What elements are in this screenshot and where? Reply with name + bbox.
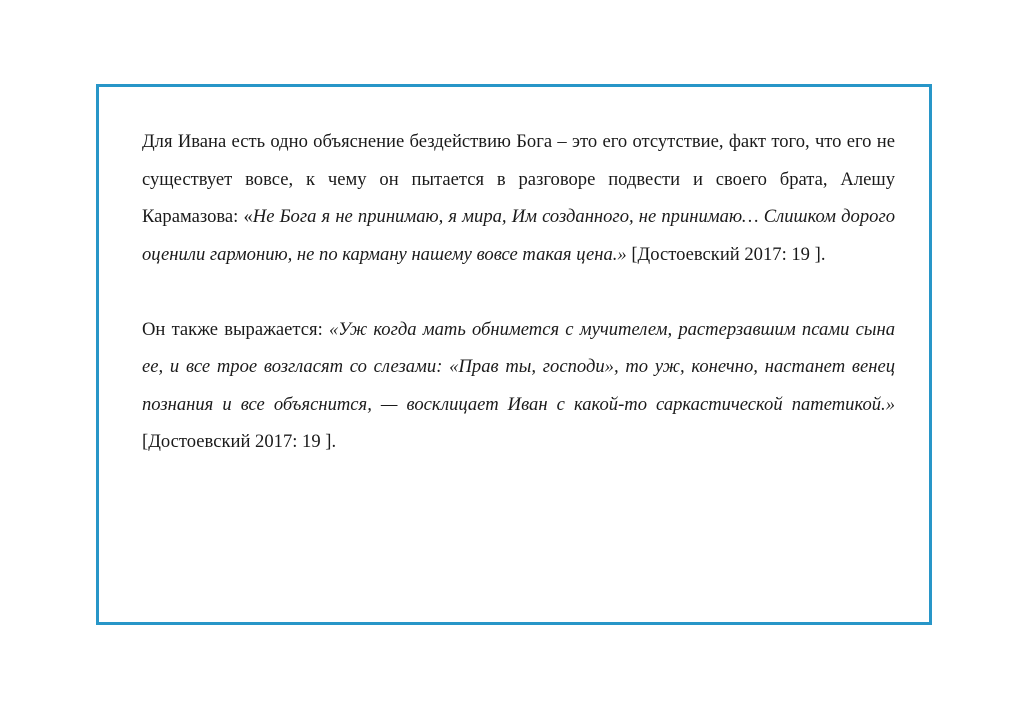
citation: [Достоевский 2017: 19 ].: [142, 431, 337, 452]
text-block: [142, 123, 895, 461]
paragraph-intro: Он также выражается:: [142, 318, 329, 340]
paragraph-ivan-explanation: [142, 123, 895, 273]
paragraph-intro: Для Ивана есть одно объяснение бездействию Бога – это его отсутствие, факт того, что его не существует вовсе, к чему он пытается в разговоре подвести и своего брата, Алешу Карамазова: «: [142, 131, 895, 227]
quote-text: «Уж когда мать обнимется с мучителем, растерзавшим псами сына ее, и все трое возгласят со слезами: «Прав ты, господи», то уж, конечно, настанет венец познания и все объяснится, — восклицает Иван с какой-то саркастической патетикой.»: [142, 318, 895, 415]
paragraph-ivan-expression: [142, 311, 895, 461]
quote-text: Не Бога я не принимаю, я мира, Им созданного, не принимаю… Слишком дорого оценили гармонию, не по карману нашему вовсе такая цена.»: [142, 206, 895, 265]
citation: [Достоевский 2017: 19 ].: [626, 243, 826, 265]
